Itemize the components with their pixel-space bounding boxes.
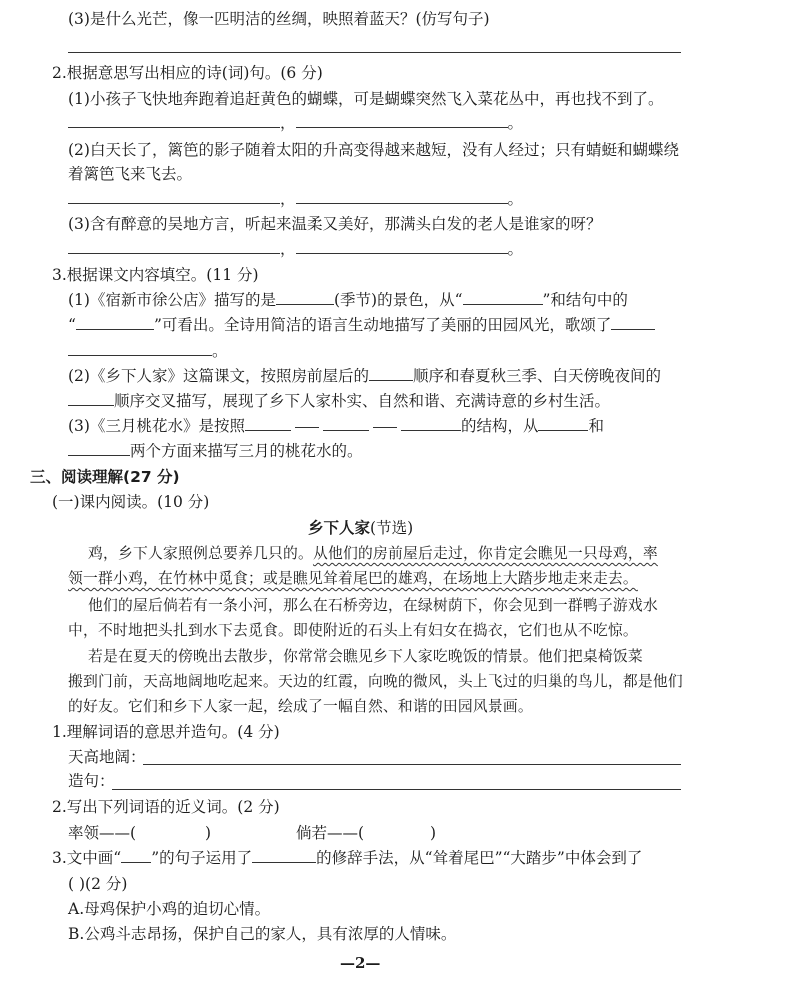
q2-item-2a: (2)白天长了，篱笆的影子随着太阳的升高变得越来越短，没有人经过；只有蜻蜓和蝴蝶绕 [68, 141, 679, 159]
q2-item-1-answer: ， 。 [68, 112, 523, 134]
q3-line-2: “ ”可看出。全诗用简洁的语言生动地描写了美丽的田园风光，歌颂了 [68, 314, 655, 336]
section-3-sub: (一)课内阅读。(10 分) [52, 493, 210, 511]
connector-dash [295, 427, 319, 428]
answer-blank[interactable] [68, 441, 130, 456]
answer-blank[interactable] [68, 391, 114, 406]
rq3-option-a[interactable]: A.母鸡保护小鸡的迫切心情。 [68, 900, 271, 918]
answer-blank[interactable] [68, 341, 212, 356]
answer-blank[interactable] [296, 113, 508, 128]
q3-line-7: 两个方面来描写三月的桃花水的。 [68, 440, 363, 462]
answer-blank[interactable] [611, 315, 655, 330]
answer-blank[interactable] [252, 848, 316, 863]
passage-p3c: 的好友。它们和乡下人家一起，绘成了一幅自然、和谐的田园风景画。 [68, 698, 533, 715]
rq1-make: 造句： [68, 772, 115, 790]
rq2-title: 2.写出下列词语的近义词。(2 分) [52, 798, 280, 816]
answer-blank[interactable] [68, 189, 280, 204]
rq1-word: 天高地阔： [68, 748, 146, 766]
passage-p3a: 若是在夏天的傍晚出去散步，你常常会瞧见乡下人家吃晚饭的情景。他们把桌椅饭菜 [88, 648, 643, 665]
q2-item-3: (3)含有醉意的吴地方言，听起来温柔又美好，那满头白发的老人是谁家的呀？ [68, 215, 602, 233]
rq1-title: 1.理解词语的意思并造句。(4 分) [52, 723, 280, 741]
answer-blank[interactable] [121, 848, 151, 863]
q3-line-5: 顺序交叉描写，展现了乡下人家朴实、自然和谐、充满诗意的乡村生活。 [68, 390, 610, 412]
q2-item-2b: 着篱笆飞来飞去。 [68, 165, 193, 183]
answer-blank[interactable] [369, 366, 413, 381]
q1-3-prompt: (3)是什么光芒，像一匹明洁的丝绸，映照着蓝天？(仿写句子) [68, 10, 490, 28]
rq3-line-1: 3.文中画“ ”的句子运用了 的修辞手法，从“耸着尾巴”“大踏步”中体会到了 [52, 849, 643, 867]
q3-line-1: (1)《宿新市徐公店》描写的是 (季节)的景色，从“ ”和结句中的 [68, 291, 628, 309]
answer-blank[interactable] [323, 416, 369, 431]
answer-line[interactable] [143, 764, 681, 765]
q3-title: 3.根据课文内容填空。(11 分) [52, 266, 259, 284]
answer-line[interactable] [112, 789, 681, 790]
answer-blank[interactable] [76, 315, 154, 330]
q3-line-6: (3)《三月桃花水》是按照 的结构，从 和 [68, 417, 604, 435]
rq2-word-2: 倘若——( [296, 824, 365, 842]
answer-blank[interactable] [538, 416, 588, 431]
q2-title: 2.根据意思写出相应的诗(词)句。(6 分) [52, 64, 323, 82]
answer-line[interactable] [68, 52, 681, 53]
answer-blank[interactable] [68, 113, 280, 128]
answer-blank[interactable] [401, 416, 461, 431]
rq2-word-1: 率领——( [68, 824, 137, 842]
q2-item-1: (1)小孩子飞快地奔跑着追赶黄色的蝴蝶，可是蝴蝶突然飞入菜花丛中，再也找不到了。 [68, 90, 664, 108]
passage-p1b: 领一群小鸡，在竹林中觅食；或是瞧见耸着尾巴的雄鸡，在场地上大踏步地走来走去。 [68, 570, 638, 587]
q2-item-3-answer: ， 。 [68, 238, 523, 260]
answer-blank[interactable] [296, 189, 508, 204]
passage-p2a: 他们的屋后倘若有一条小河，那么在石桥旁边，在绿树荫下，你会见到一群鸭子游戏水 [88, 597, 658, 614]
answer-blank[interactable] [245, 416, 291, 431]
q2-item-2-answer: ， 。 [68, 188, 523, 210]
q3-line-4: (2)《乡下人家》这篇课文，按照房前屋后的 顺序和春夏秋三季、白天傍晚夜间的 [68, 367, 661, 385]
answer-blank[interactable] [68, 239, 280, 254]
rq3-paren: ( )(2 分) [68, 875, 128, 893]
passage-p3b: 搬到门前，天高地阔地吃起来。天边的红霞，向晚的微风，头上飞过的归巢的鸟儿，都是他们 [68, 673, 683, 690]
connector-dash [373, 427, 397, 428]
passage-title: 乡下人家(节选) [308, 519, 414, 537]
rq2-close-1: ) [205, 824, 212, 842]
section-3-title: 三、阅读理解(27 分) [30, 468, 180, 486]
passage-p1a: 鸡，乡下人家照例总要养几只的。从他们的房前屋后走过，你肯定会瞧见一只母鸡，率 [88, 545, 658, 562]
answer-blank[interactable] [276, 290, 334, 305]
answer-blank[interactable] [296, 239, 508, 254]
page-number: —2— [340, 954, 381, 972]
answer-blank[interactable] [463, 290, 543, 305]
passage-p2b: 中，不时地把头扎到水下去觅食。即使附近的石头上有妇女在捣衣，它们也从不吃惊。 [68, 622, 638, 639]
rq2-close-2: ) [430, 824, 437, 842]
q3-line-3: 。 [68, 340, 228, 362]
rq3-option-b[interactable]: B.公鸡斗志昂扬，保护自己的家人，具有浓厚的人情味。 [68, 925, 457, 943]
